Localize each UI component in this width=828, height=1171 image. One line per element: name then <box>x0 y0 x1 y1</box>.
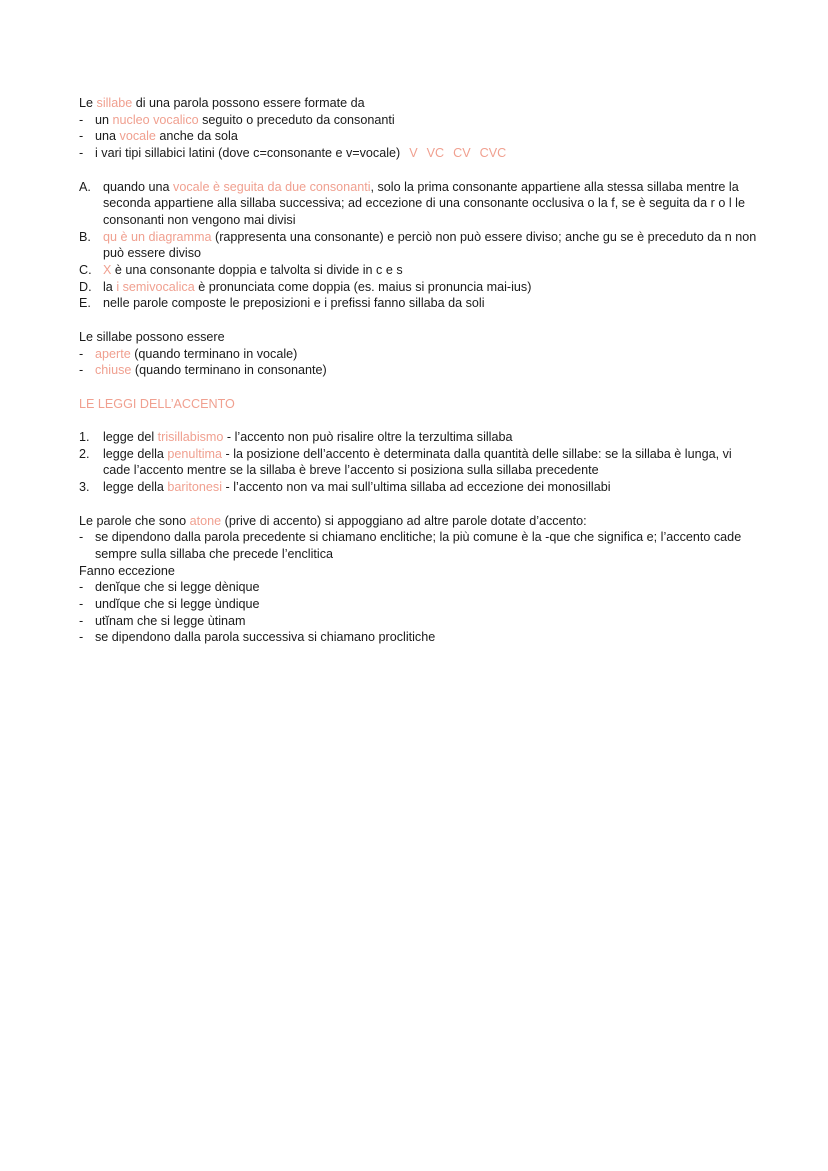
syllable-type: VC <box>426 146 445 161</box>
highlight-term: X <box>103 263 112 278</box>
list-item: - una vocale anche da sola <box>79 128 759 145</box>
rule-c: C. X è una consonante doppia e talvolta si divide in c e s <box>79 263 403 278</box>
highlight-term: nucleo vocalico <box>112 112 199 127</box>
rule-d: D. la i semivocalica è pronunciata come doppia (es. maius si pronuncia mai-ius) <box>79 279 532 294</box>
sillabe-intro: Le sillabe di una parola possono essere formate da <box>79 96 365 110</box>
highlight-term: i semivocalica <box>116 279 195 294</box>
highlight-term: vocale <box>119 129 156 144</box>
list-item: - se dipendono dalla parola successiva si chiamano proclitiche <box>79 629 759 646</box>
list-item: - aperte (quando terminano in vocale) <box>79 346 759 363</box>
list-item: - chiuse (quando terminano in consonante) <box>79 362 759 379</box>
syllable-type: V <box>409 146 418 161</box>
highlight-term: baritonesi <box>167 480 223 495</box>
list-item: - se dipendono dalla parola precedente si chiamano enclitiche; la più comune è la -que che significa e; l’accento cade sempre sulla sillaba che precede l’enclitica <box>79 529 759 562</box>
atone-intro: Le parole che sono atone (prive di accento) si appoggiano ad altre parole dotate d’accento: <box>79 513 587 528</box>
legge-3: 3. legge della baritonesi - l’accento non va mai sull’ultima sillaba ad eccezione dei monosillabi <box>79 480 611 495</box>
list-item: - i vari tipi sillabici latini (dove c=consonante e v=vocale) V VC CV CVC <box>79 145 759 162</box>
section-heading: LE LEGGI DELL’ACCENTO <box>79 396 235 411</box>
highlight-term: chiuse <box>95 363 132 378</box>
syllable-type: CV <box>453 146 471 161</box>
highlight-term: qu è un diagramma <box>103 229 212 244</box>
rule-a: A. quando una vocale è seguita da due consonanti, solo la prima consonante appartiene alla stessa sillaba mentre la seconda appartiene alla sillaba successiva; ad eccezione di una consonante occlusiva o la f, se è seguita da r o l le consonanti non vengono mai divisi <box>79 179 745 227</box>
legge-2: 2. legge della penultima - la posizione dell’accento è determinata dalla quantità delle sillabe: se la sillaba è lunga, vi cade l’accento mentre se la sillaba è breve l’accento si posiziona sulla sillaba precedente <box>79 446 732 478</box>
list-item: - undĭque che si legge ùndique <box>79 596 759 613</box>
tipi-intro: Le sillabe possono essere <box>79 329 225 344</box>
syllable-type: CVC <box>479 146 507 161</box>
highlight-term: vocale è seguita da due consonanti <box>173 179 371 194</box>
highlight-sillabe: sillabe <box>96 96 133 110</box>
legge-1: 1. legge del trisillabismo - l’accento non può risalire oltre la terzultima sillaba <box>79 430 513 444</box>
document-content <box>79 95 759 646</box>
list-item: - utĭnam che si legge ùtinam <box>79 613 759 630</box>
highlight-term: trisillabismo <box>157 430 224 444</box>
eccezione-title: Fanno eccezione <box>79 563 175 578</box>
list-item: - denĭque che si legge dènique <box>79 579 759 596</box>
highlight-term: penultima <box>167 446 223 461</box>
rule-e: E. nelle parole composte le preposizioni e i prefissi fanno sillaba da soli <box>79 296 485 311</box>
list-item: - un nucleo vocalico seguito o preceduto da consonanti <box>79 112 759 129</box>
highlight-term: aperte <box>95 346 131 361</box>
highlight-term: atone <box>189 513 222 528</box>
rule-b: B. qu è un diagramma (rappresenta una consonante) e perciò non può essere diviso; anche gu se è preceduto da n non può essere diviso <box>79 229 757 261</box>
